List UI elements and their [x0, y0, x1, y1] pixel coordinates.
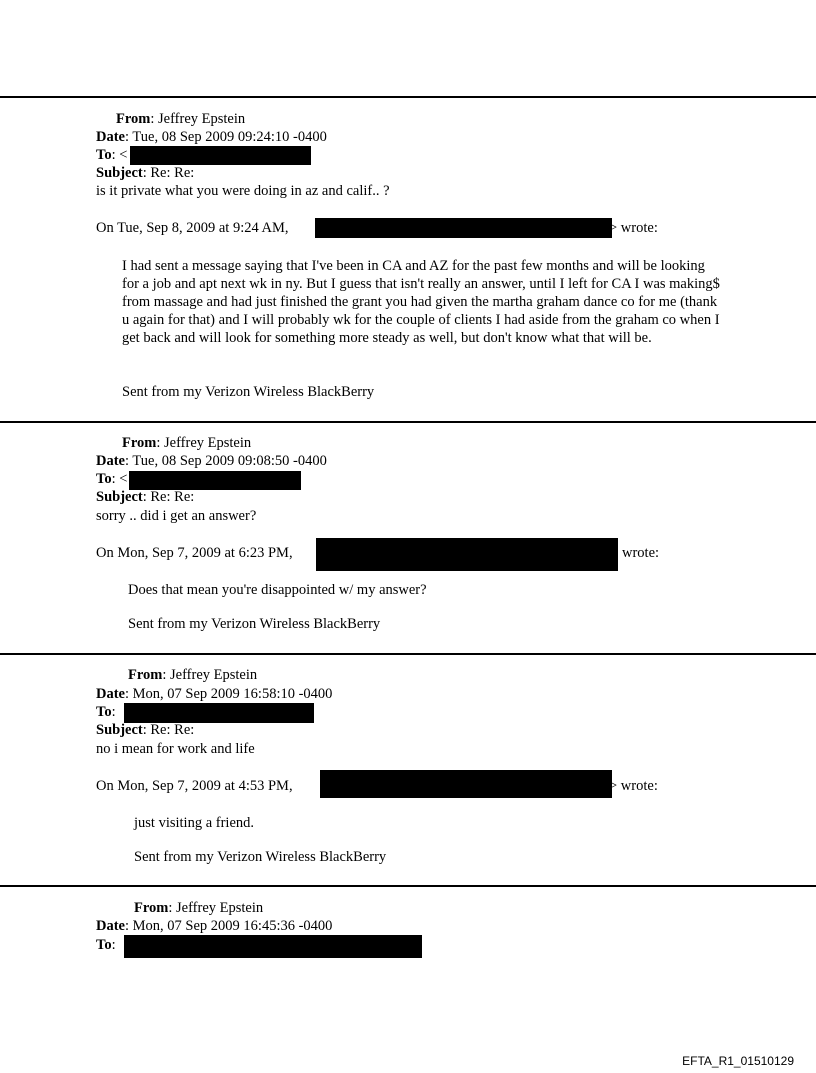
email-2-from: From: Jeffrey Epstein	[122, 435, 252, 451]
email-1-from: From: Jeffrey Epstein	[116, 111, 246, 127]
email-2-to: To: <	[96, 471, 128, 487]
to-prefix: <	[119, 147, 128, 163]
separator-rule	[0, 421, 816, 423]
redaction-block	[315, 218, 612, 238]
email-2-body: sorry .. did i get an answer?	[96, 508, 257, 524]
email-3-date: Date: Mon, 07 Sep 2009 16:58:10 -0400	[96, 686, 333, 702]
email-2-signature: Sent from my Verizon Wireless BlackBerry	[128, 616, 381, 632]
email-2-quote-header-start: On Mon, Sep 7, 2009 at 6:23 PM,	[96, 545, 293, 561]
email-1-body: is it private what you were doing in az and calif.. ?	[96, 183, 390, 199]
email-3-from: From: Jeffrey Epstein	[128, 667, 258, 683]
email-3-to: To:	[96, 704, 116, 720]
document-id: EFTA_R1_01510129	[682, 1054, 794, 1068]
email-1-to: To: <	[96, 147, 128, 163]
email-3-quote-body: just visiting a friend.	[134, 815, 255, 831]
redaction-block	[130, 146, 311, 165]
email-1-quote-body: I had sent a message saying that I've been in CA and AZ for the past few months and will be looking for a job and apt next wk in ny. But I guess that isn't really an answer, until I left for CA I was making$ from massage and had just finished the grant you had given the martha graham dance co for me (thank u again for that) and I will probably wk for the couple of clients I had aside from the graham co when I get back and will look for something more steady as well, but don't know what that will be.	[122, 258, 720, 346]
subject-value: Re: Re:	[150, 165, 195, 181]
redaction-block	[124, 703, 314, 723]
redaction-block	[316, 538, 618, 571]
date-value: Mon, 07 Sep 2009 16:45:36 -0400	[132, 918, 333, 934]
separator-rule	[0, 885, 816, 887]
separator-rule	[0, 653, 816, 655]
email-4-to: To:	[96, 937, 116, 953]
email-1-subject: Subject: Re: Re:	[96, 165, 195, 181]
date-value: Tue, 08 Sep 2009 09:24:10 -0400	[132, 129, 327, 145]
email-3-subject: Subject: Re: Re:	[96, 722, 195, 738]
to-prefix: <	[119, 471, 128, 487]
email-3-body: no i mean for work and life	[96, 741, 255, 757]
separator-rule	[0, 96, 816, 98]
redaction-block	[320, 770, 612, 798]
email-4-from: From: Jeffrey Epstein	[134, 900, 264, 916]
email-1-date: Date: Tue, 08 Sep 2009 09:24:10 -0400	[96, 129, 327, 145]
email-1-quote-header-end: > wrote:	[609, 220, 658, 236]
from-value: Jeffrey Epstein	[158, 111, 246, 127]
email-2-subject: Subject: Re: Re:	[96, 489, 195, 505]
email-4-date: Date: Mon, 07 Sep 2009 16:45:36 -0400	[96, 918, 333, 934]
from-value: Jeffrey Epstein	[170, 667, 258, 683]
date-value: Tue, 08 Sep 2009 09:08:50 -0400	[132, 453, 327, 469]
subject-value: Re: Re:	[150, 722, 195, 738]
from-value: Jeffrey Epstein	[176, 900, 264, 916]
email-1-signature: Sent from my Verizon Wireless BlackBerry	[122, 384, 375, 400]
date-value: Mon, 07 Sep 2009 16:58:10 -0400	[132, 686, 333, 702]
email-3-quote-header-end: > wrote:	[609, 778, 658, 794]
email-2-quote-body: Does that mean you're disappointed w/ my answer?	[128, 582, 427, 598]
email-2-quote-header-end: wrote:	[622, 545, 660, 561]
email-3-signature: Sent from my Verizon Wireless BlackBerry	[134, 849, 387, 865]
email-1-quote-header-start: On Tue, Sep 8, 2009 at 9:24 AM,	[96, 220, 289, 236]
email-2-date: Date: Tue, 08 Sep 2009 09:08:50 -0400	[96, 453, 327, 469]
email-3-quote-header-start: On Mon, Sep 7, 2009 at 4:53 PM,	[96, 778, 293, 794]
redaction-block	[124, 935, 422, 958]
subject-value: Re: Re:	[150, 489, 195, 505]
from-value: Jeffrey Epstein	[164, 435, 252, 451]
